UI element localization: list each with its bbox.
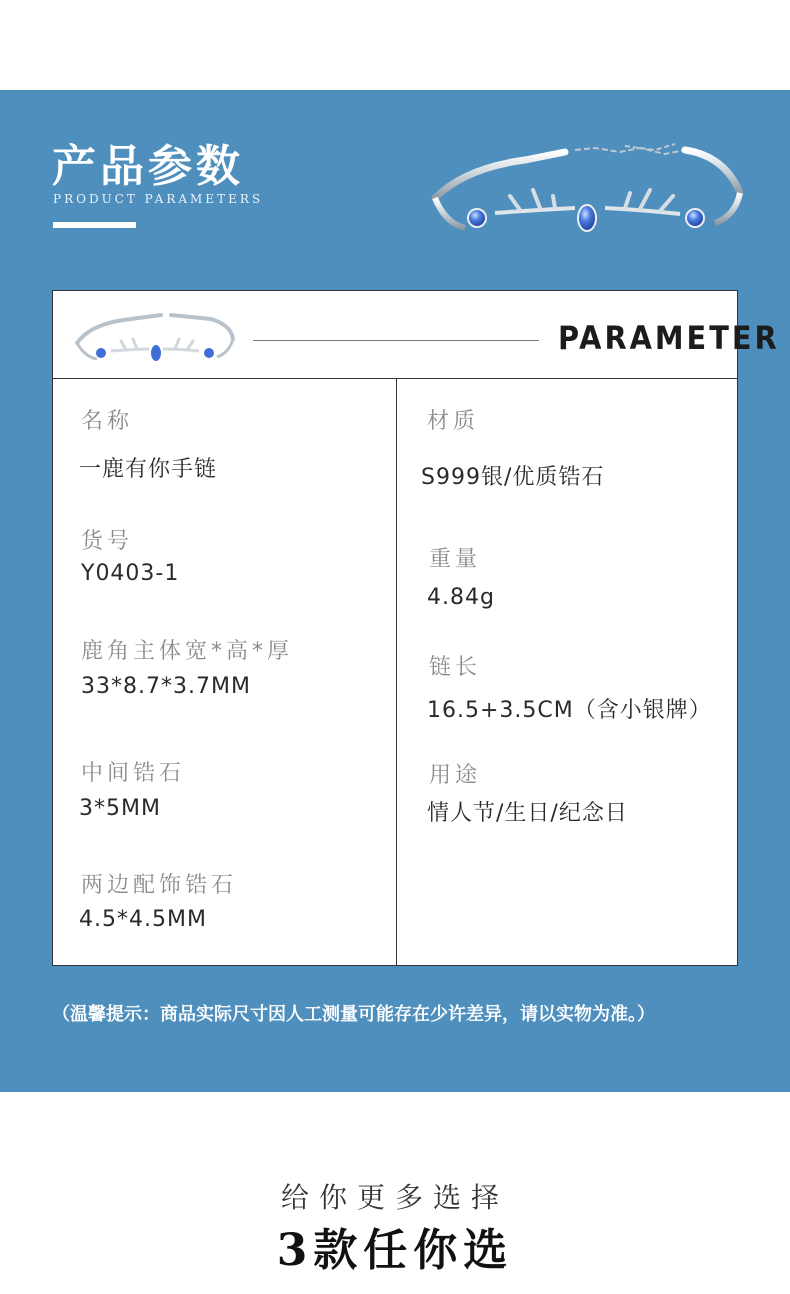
section-title: 产品参数 — [52, 141, 244, 192]
chain-length-label: 链长 — [429, 655, 482, 680]
title-underline — [53, 222, 136, 228]
more-choices-subtitle: 给你更多选择 — [280, 1181, 509, 1214]
chain-length-value: 16.5+3.5CM（含小银牌） — [427, 698, 712, 723]
previous-section-strip — [0, 0, 790, 90]
weight-label: 重量 — [429, 547, 482, 572]
dimensions-value: 33*8.7*3.7MM — [81, 674, 251, 699]
parameter-table — [52, 290, 780, 966]
usage-label: 用途 — [429, 763, 482, 788]
section-subtitle: PRODUCT PARAMETERS — [53, 192, 264, 206]
measurement-note: （温馨提示：商品实际尺寸因人工测量可能存在少许差异，请以实物为准。） — [52, 1004, 655, 1025]
usage-value: 情人节/生日/纪念日 — [427, 801, 628, 826]
sku-value: Y0403-1 — [81, 561, 180, 586]
parameters-section — [0, 90, 790, 1092]
parameter-header — [53, 291, 780, 379]
parameter-title: PARAMETER — [558, 319, 780, 357]
name-value: 一鹿有你手链 — [79, 457, 218, 482]
side-stone-label: 两边配饰锆石 — [81, 873, 238, 898]
material-value: S999银/优质锆石 — [421, 465, 605, 490]
name-label: 名称 — [81, 409, 134, 434]
side-stone-value: 4.5*4.5MM — [79, 907, 207, 932]
weight-value: 4.84g — [427, 585, 495, 610]
dimensions-label: 鹿角主体宽*高*厚 — [81, 639, 294, 664]
antler-bracelet-image — [425, 138, 755, 248]
material-label: 材质 — [427, 409, 480, 434]
center-stone-value: 3*5MM — [79, 796, 161, 821]
header-divider-line — [253, 340, 539, 341]
styles-heading: 3款任你选 — [276, 1225, 514, 1276]
column-divider — [396, 378, 397, 966]
bracelet-thumbnail — [71, 309, 239, 365]
center-stone-label: 中间锆石 — [81, 761, 186, 786]
sku-label: 货号 — [81, 529, 134, 554]
